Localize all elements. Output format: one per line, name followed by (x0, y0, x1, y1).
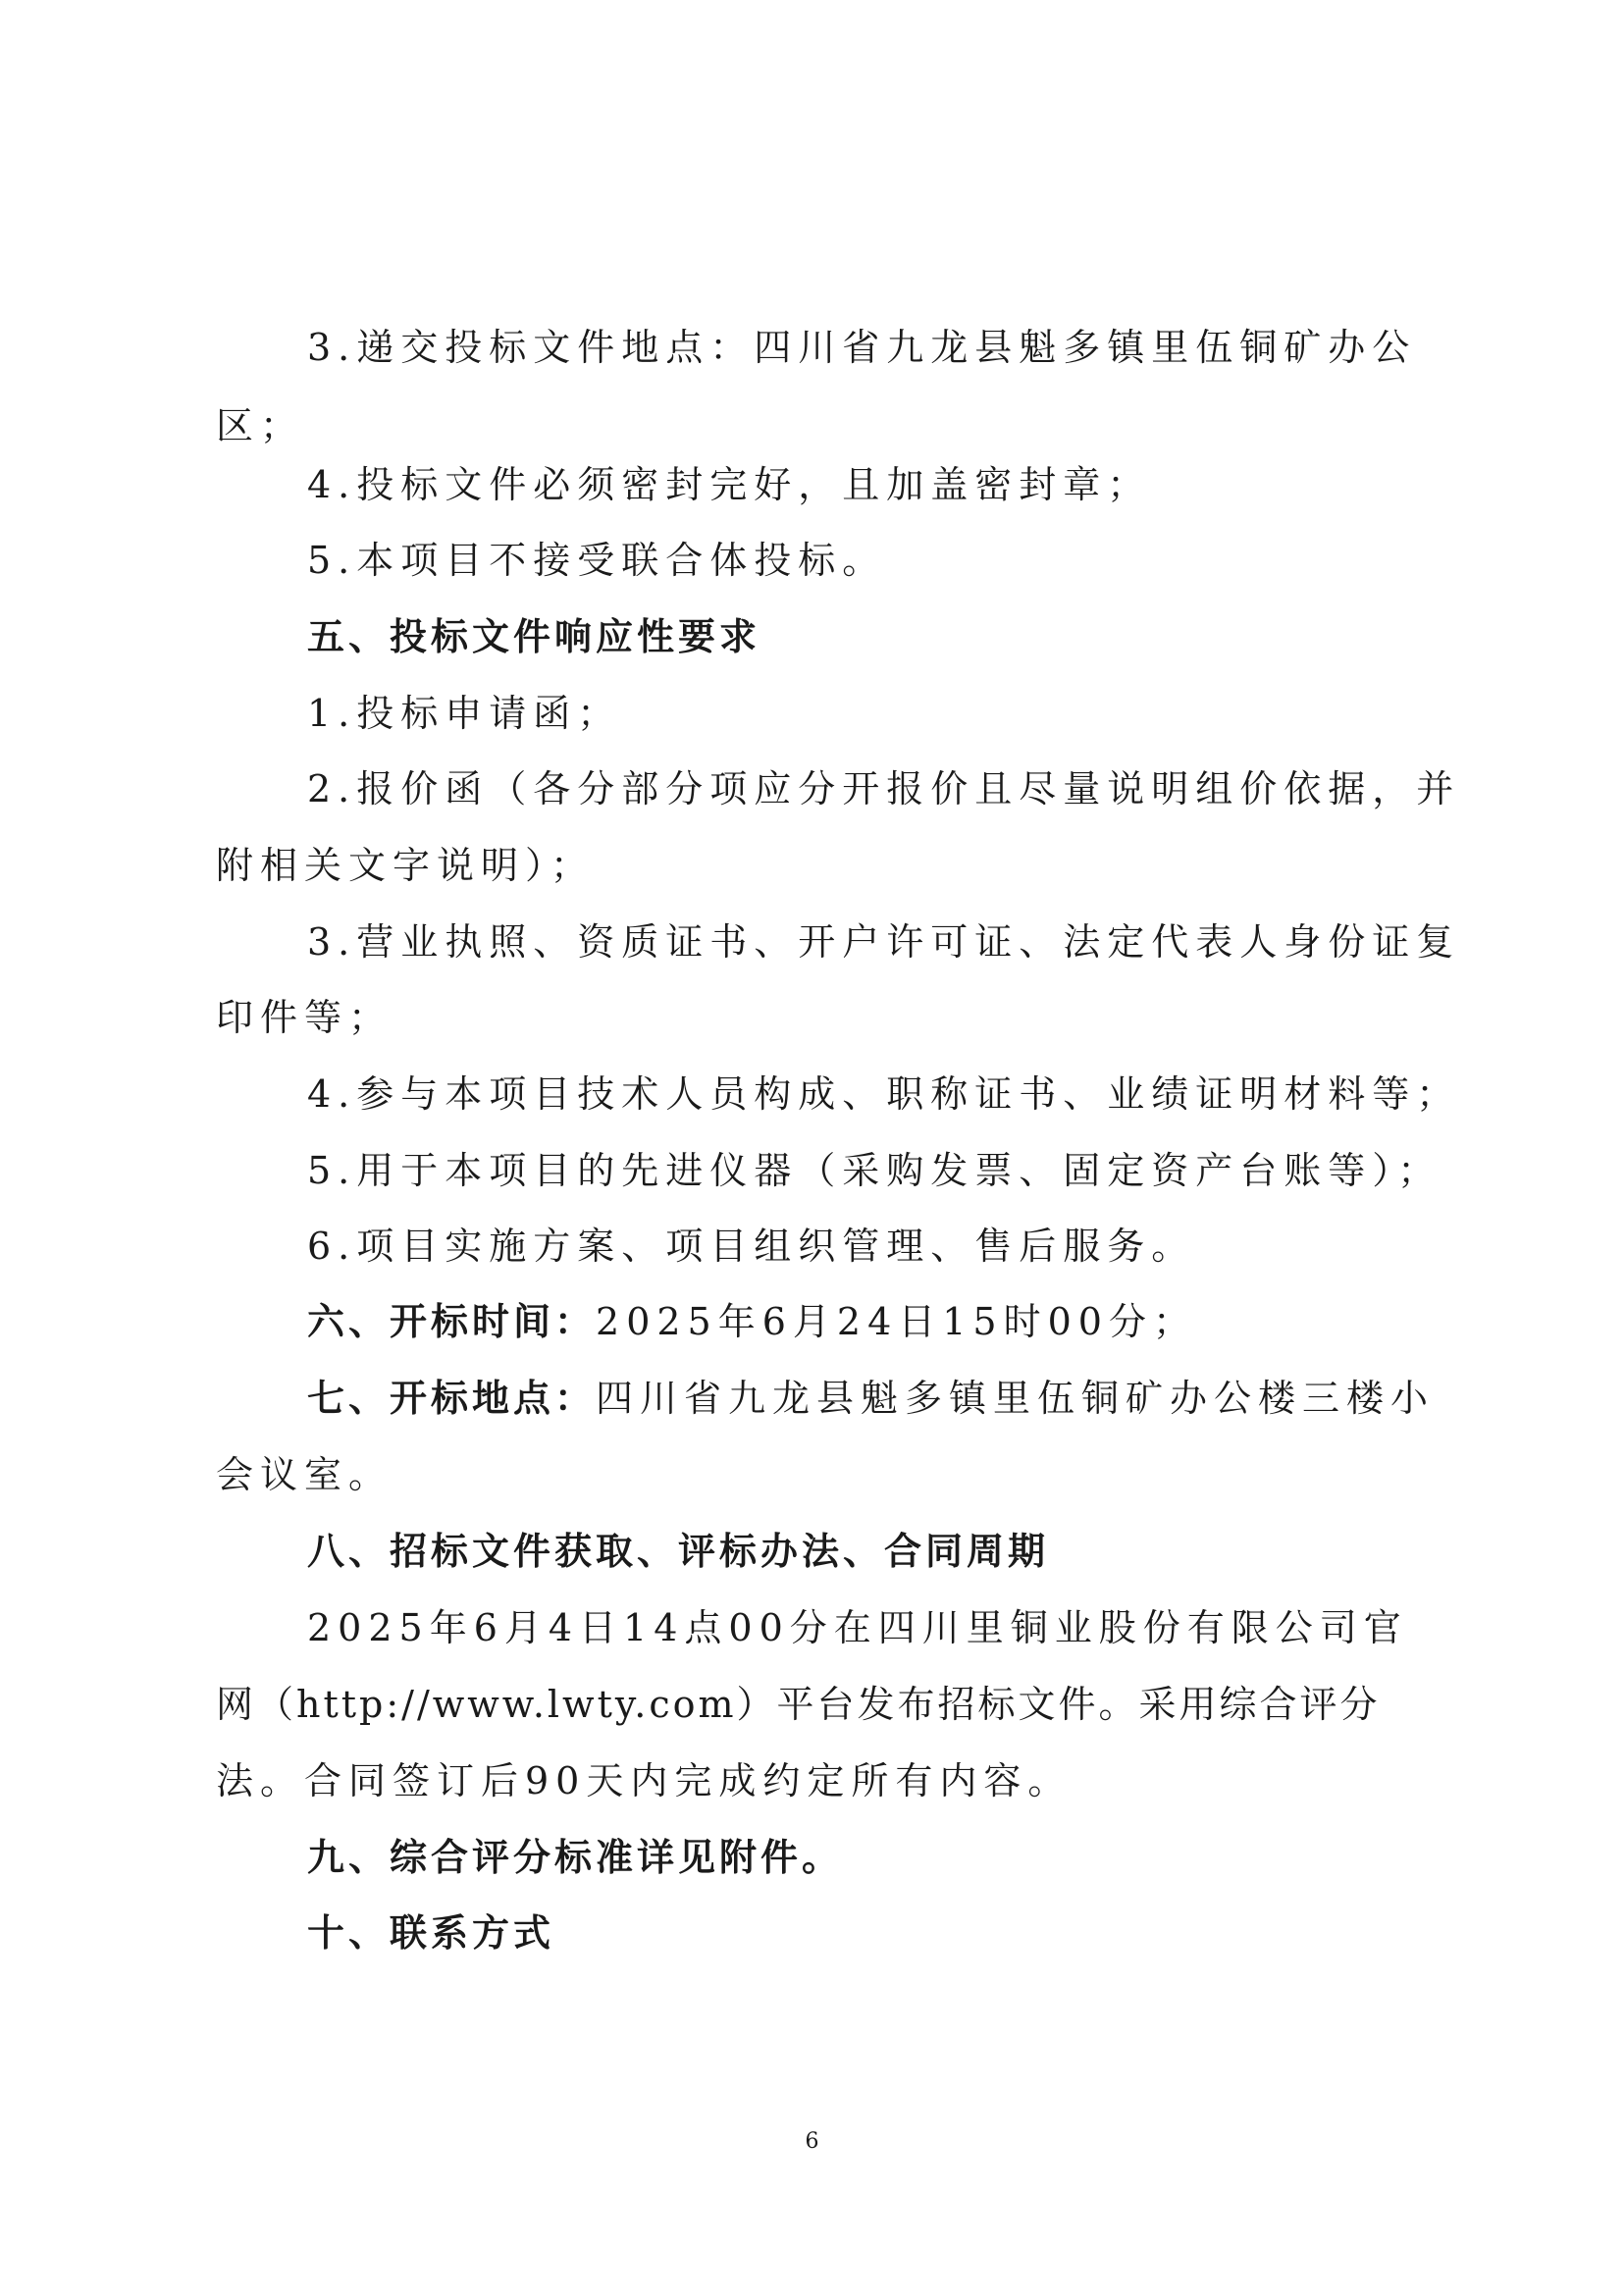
paragraph-line: 1.投标申请函； (307, 692, 622, 735)
paragraph-line: 2.报价函（各分部分项应分开报价且尽量说明组价依据，并 (307, 767, 1461, 810)
opening-time-line (0, 1298, 1624, 1345)
paragraph-line: 4.投标文件必须密封完好，且加盖密封章； (307, 463, 1152, 506)
opening-time-value: 2025年6月24日15时00分； (596, 1300, 1197, 1343)
paragraph-line: 区； (216, 404, 305, 447)
section-heading: 八、招标文件获取、评标办法、合同周期 (307, 1530, 1050, 1573)
paragraph-line: 附相关文字说明）； (216, 844, 596, 887)
paragraph-line: 法。合同签订后90天内完成约定所有内容。 (216, 1759, 1073, 1802)
paragraph-line: 4.参与本项目技术人员构成、职称证书、业绩证明材料等； (307, 1072, 1461, 1116)
opening-place-line (0, 1375, 1624, 1422)
paragraph-line: 5.本项目不接受联合体投标。 (307, 539, 887, 582)
opening-place-label: 七、开标地点： (307, 1377, 597, 1420)
page-number: 6 (805, 2129, 819, 2154)
paragraph-line: 会议室。 (216, 1453, 393, 1496)
paragraph-line: 网（http://www.lwty.com）平台发布招标文件。采用综合评分 (216, 1683, 1381, 1726)
section-heading: 九、综合评分标准详见附件。 (307, 1836, 844, 1879)
paragraph-line: 印件等； (216, 996, 393, 1039)
paragraph-line: 3.递交投标文件地点：四川省九龙县魁多镇里伍铜矿办公 (307, 326, 1417, 369)
paragraph-line: 3.营业执照、资质证书、开户许可证、法定代表人身份证复 (307, 920, 1461, 964)
paragraph-line: 6.项目实施方案、项目组织管理、售后服务。 (307, 1225, 1196, 1268)
section-heading: 十、联系方式 (307, 1911, 555, 1955)
opening-time-label: 六、开标时间： (307, 1300, 597, 1343)
opening-place-value: 四川省九龙县魁多镇里伍铜矿办公楼三楼小 (596, 1377, 1436, 1420)
paragraph-line: 5.用于本项目的先进仪器（采购发票、固定资产台账等）； (307, 1149, 1442, 1192)
paragraph-line: 2025年6月4日14点00分在四川里铜业股份有限公司官 (307, 1606, 1408, 1649)
section-heading: 五、投标文件响应性要求 (307, 615, 761, 658)
